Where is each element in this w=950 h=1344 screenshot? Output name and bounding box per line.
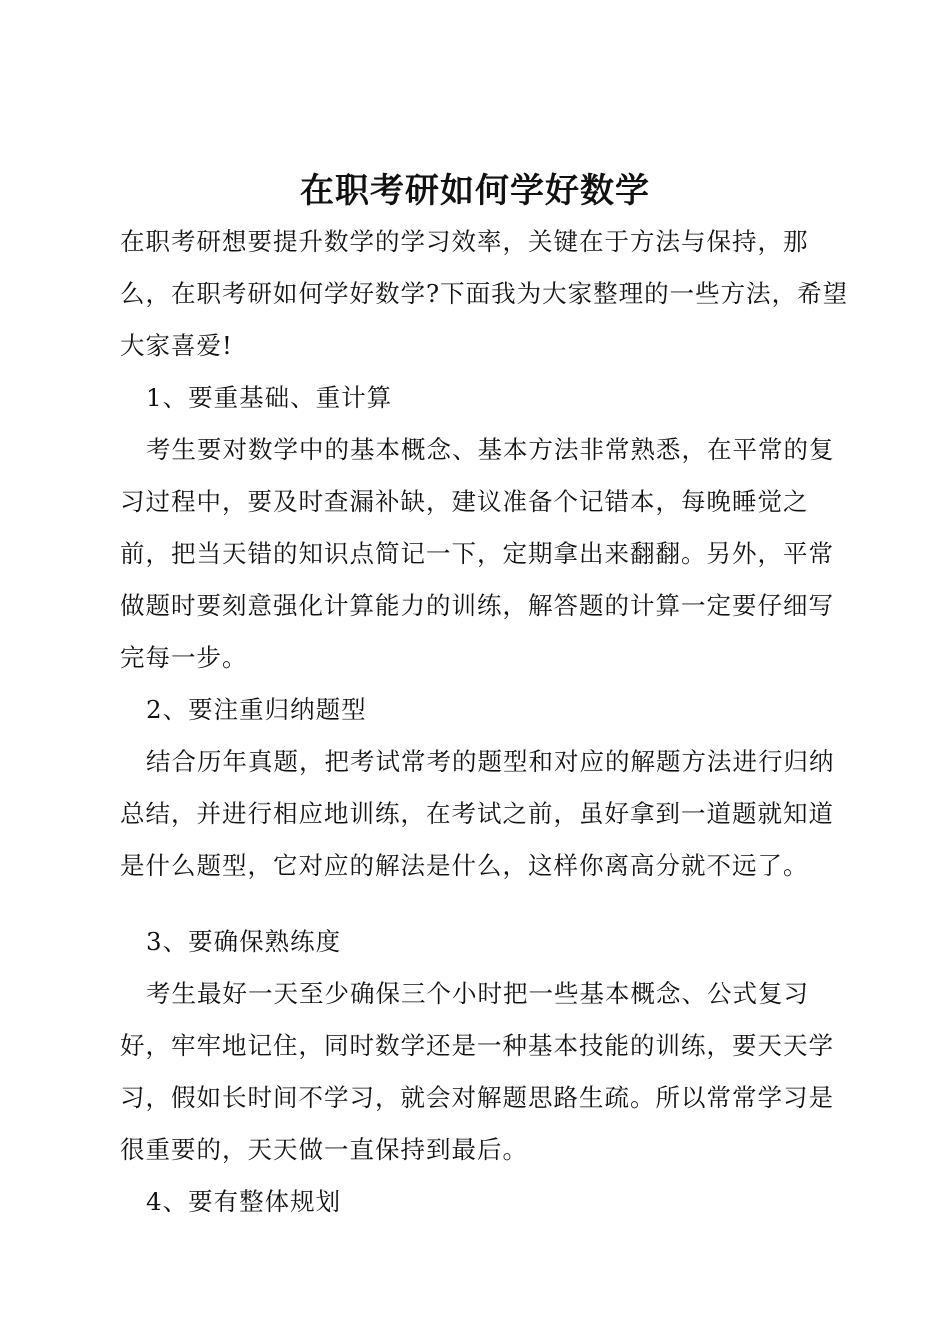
section-body-2: 结合历年真题，把考试常考的题型和对应的解题方法进行归纳总结，并进行相应地训练，在考试之前，虽好拿到一道题就知道是什么题型，它对应的解法是什么，这样你离高分就不远了。 xyxy=(120,747,835,880)
section-heading-4: 4、要有整体规划 xyxy=(146,1187,342,1216)
page-title: 在职考研如何学好数学 xyxy=(300,170,650,211)
section-heading-2: 2、要注重归纳题型 xyxy=(146,695,367,724)
section-body-3: 考生最好一天至少确保三个小时把一些基本概念、公式复习好，牢牢地记住，同时数学还是一种基本技能的训练，要天天学习，假如长时间不学习，就会对解题思路生疏。所以常常学习是很重要的，天天做一直保持到最后。 xyxy=(120,979,834,1164)
section-heading-3: 3、要确保熟练度 xyxy=(146,927,342,956)
section-heading-1: 1、要重基础、重计算 xyxy=(146,383,393,412)
section-body-1: 考生要对数学中的基本概念、基本方法非常熟悉，在平常的复习过程中，要及时查漏补缺，建议准备个记错本，每晚睡觉之前，把当天错的知识点简记一下，定期拿出来翻翻。另外，平常做题时要刻意强化计算能力的训练，解答题的计算一定要仔细写完每一步。 xyxy=(120,435,835,672)
intro-paragraph: 在职考研想要提升数学的学习效率，关键在于方法与保持，那么，在职考研如何学好数学?下面我为大家整理的一些方法，希望大家喜爱! xyxy=(120,227,849,360)
